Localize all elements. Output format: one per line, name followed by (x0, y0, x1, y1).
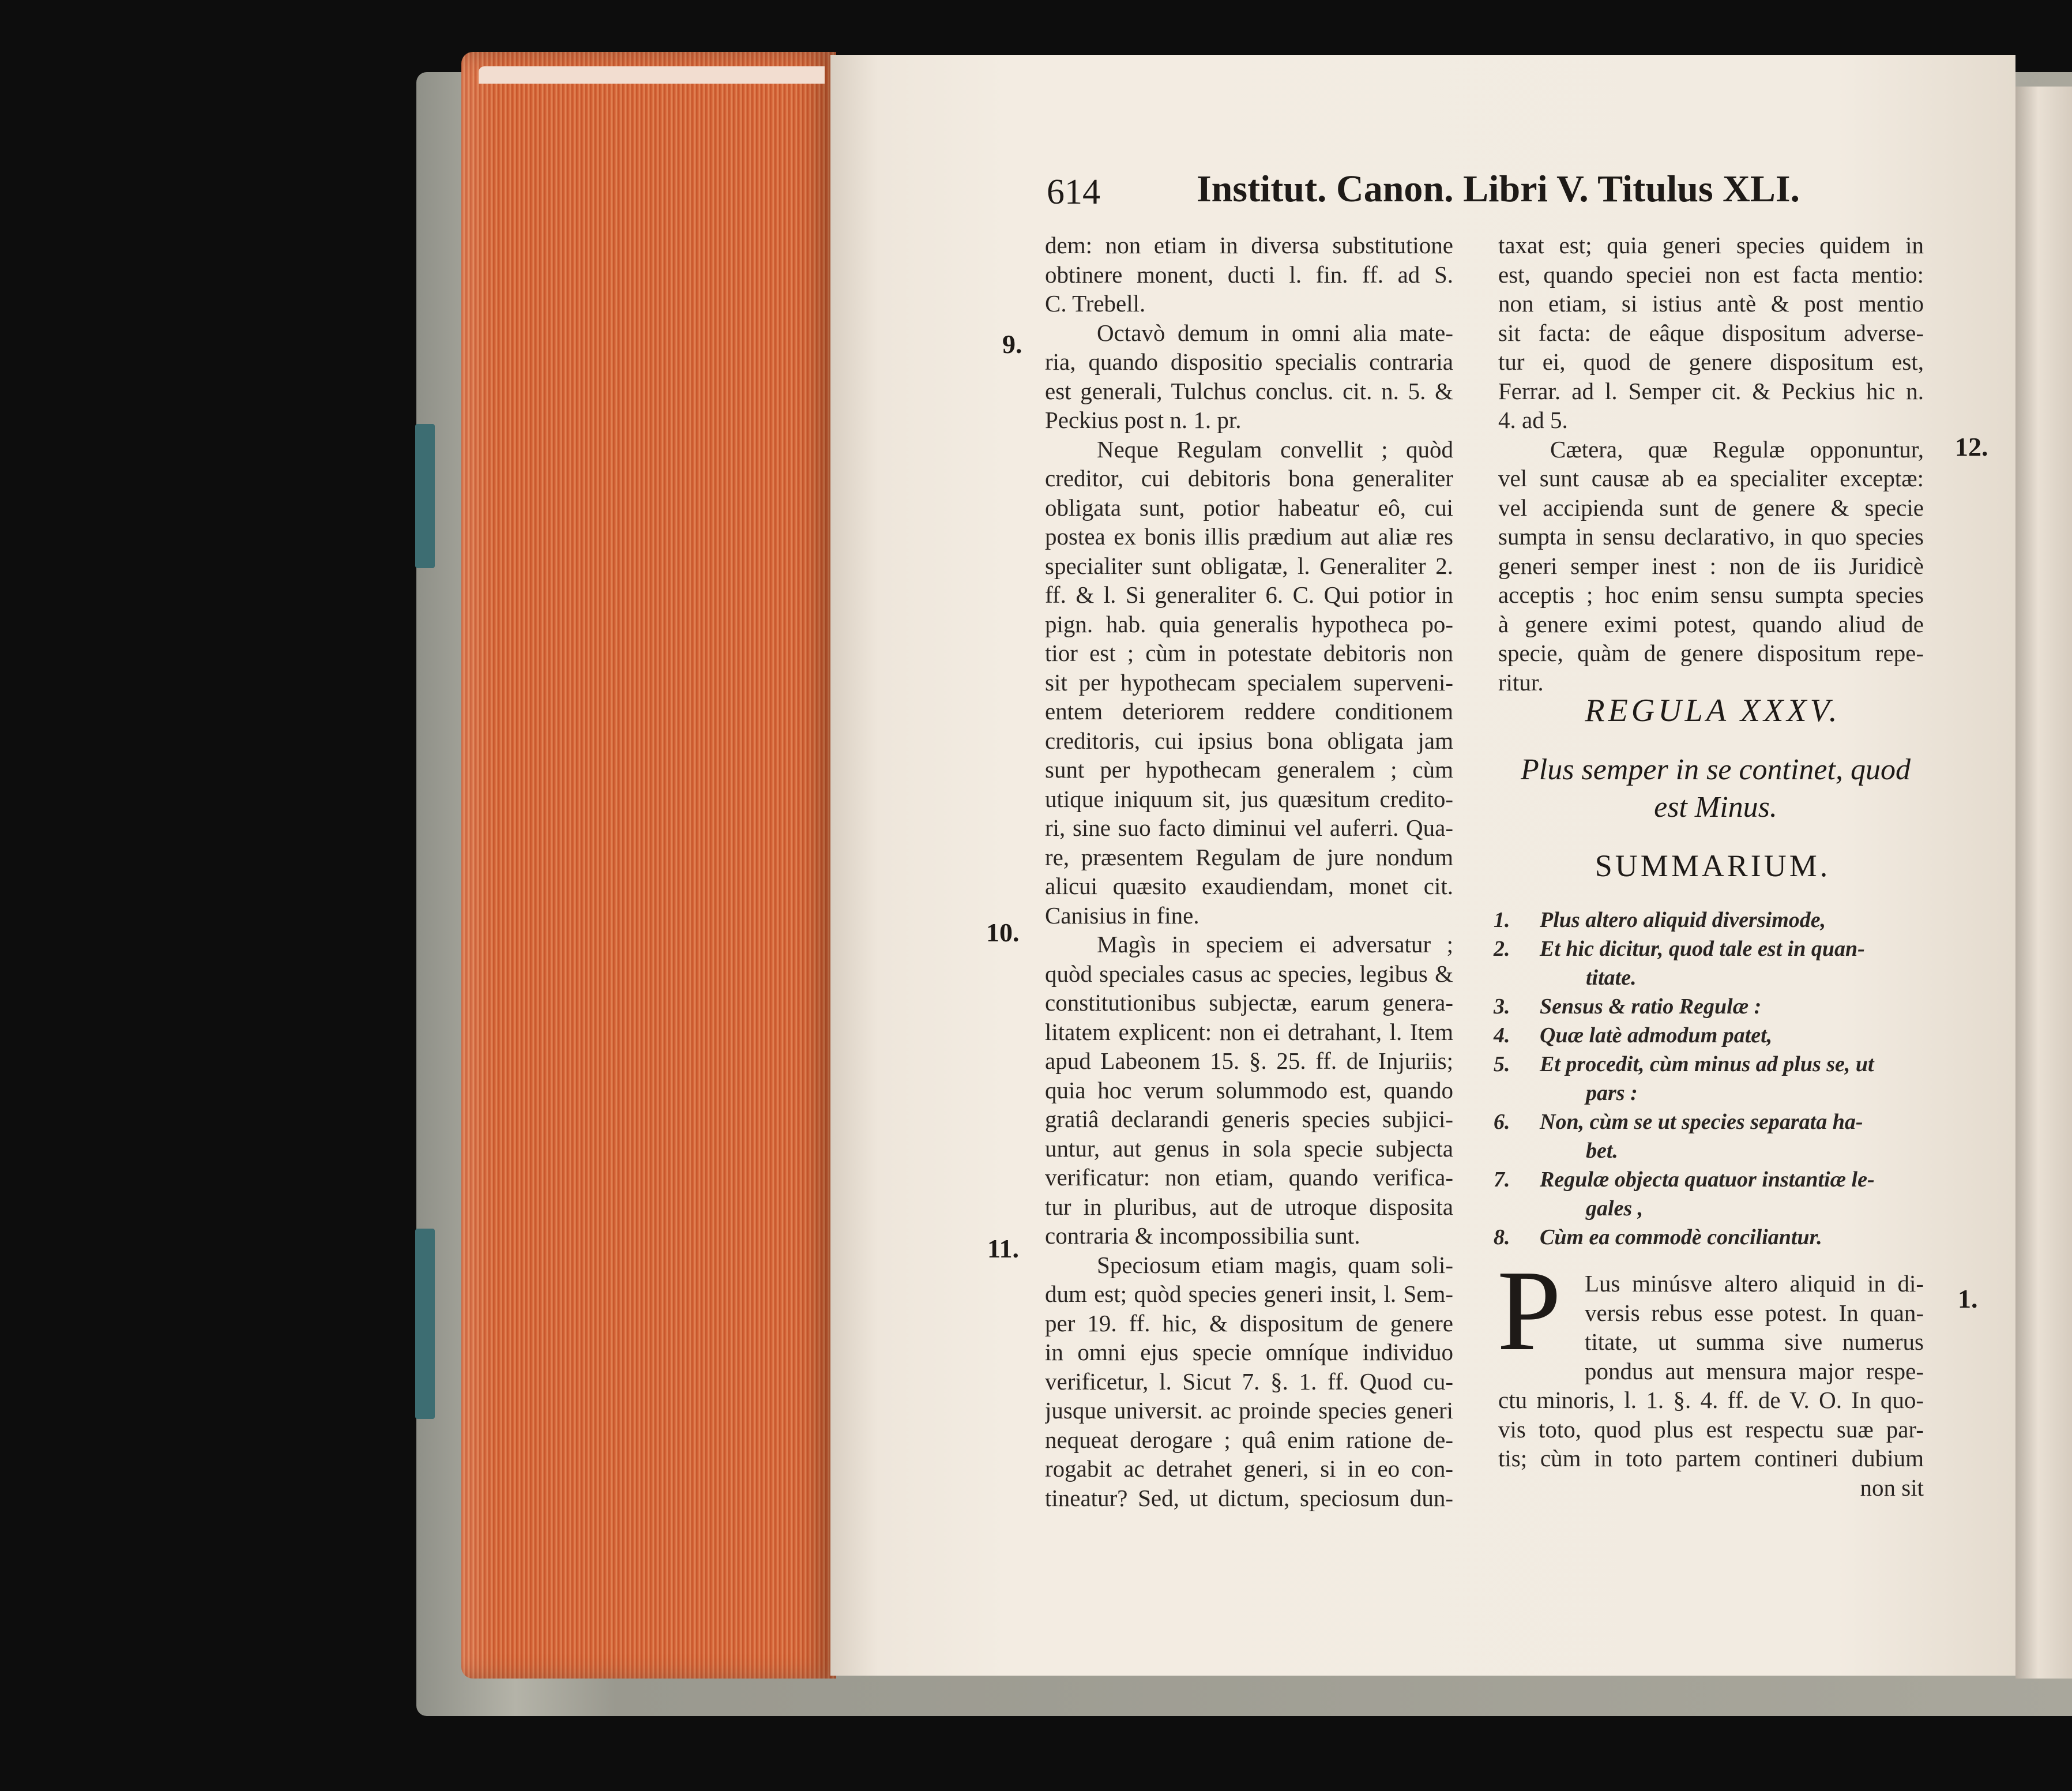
text-line: dum est; quòd species generi insit, l. Sem- (1045, 1281, 1453, 1307)
text-line: contraria & incompossibilia sunt. (1045, 1222, 1360, 1249)
text-line: per 19. ff. hic, & dispositum de genere (1045, 1309, 1453, 1336)
summary-text: Et hic dicitur, quod tale est in quan- (1540, 937, 1865, 961)
text-line: re, præsentem Regulam de jure nondum (1045, 843, 1453, 870)
text-line: pign. hab. quia generalis hypotheca po- (1045, 610, 1453, 637)
text-line: tur ei, quod de genere dispositum est, (1498, 348, 1924, 375)
ribbon-tab-lower (415, 1229, 435, 1419)
text-line: ff. & l. Si generaliter 6. C. Qui potior in (1045, 581, 1453, 608)
text-line: Octavò demum in omni alia mate- (1097, 319, 1453, 346)
text-line: non sit (1860, 1474, 1924, 1501)
text-line: verificetur, l. Sicut 7. §. 1. ff. Quod cu- (1045, 1368, 1453, 1395)
text-line: verificatur: non etiam, quando verifica- (1045, 1164, 1453, 1191)
left-text-column (1045, 231, 1453, 1512)
text-line: quia hoc verum solummodo est, quando (1045, 1076, 1453, 1103)
summary-number: 8. (1494, 1225, 1510, 1249)
text-line: utique iniquum sit, jus quæsitum credito- (1045, 785, 1453, 812)
text-line: generi semper inest : non de iis Juridicè (1498, 552, 1924, 579)
text-line: taxat est; quia generi species quidem in (1498, 232, 1924, 258)
summary-text-cont: titate. (1586, 966, 1637, 990)
text-line: sit per hypothecam specialem superveni- (1045, 669, 1453, 696)
summary-item (1494, 1165, 1932, 1223)
text-line: Speciosum etiam magis, quam soli- (1097, 1251, 1453, 1278)
rule-text-line: est Minus. (1654, 791, 1777, 824)
text-line: C. Trebell. (1045, 290, 1146, 317)
text-line: postea ex bonis illis prædium aut aliæ res (1045, 523, 1453, 550)
summary-item (1494, 1050, 1932, 1107)
text-line: nequeat derogare ; quâ enim ratione de- (1045, 1426, 1453, 1453)
page-edges-top (479, 66, 825, 84)
text-line: creditoris, cui ipsius bona obligata jam (1045, 727, 1453, 754)
text-line: Ferrar. ad l. Semper cit. & Peckius hic n. (1498, 377, 1924, 404)
text-line: ria, quando dispositio specialis contraria (1045, 348, 1453, 375)
rule-text-line: Plus semper in se continet, quod (1521, 753, 1911, 786)
text-line: Neque Regulam convellit ; quòd (1097, 435, 1453, 463)
text-line: sit facta: de eâque dispositum adverse- (1498, 319, 1924, 346)
text-line: sunt per hypothecam generalem ; cùm (1045, 756, 1453, 783)
text-line: in omni ejus specie omníque individuo (1045, 1339, 1453, 1365)
summary-number: 3. (1494, 994, 1510, 1019)
text-line: à genere eximi potest, quando aliud de (1498, 610, 1924, 637)
text-line: untur, aut genus in sola specie subjecta (1045, 1135, 1453, 1162)
summary-text-cont: bet. (1586, 1139, 1618, 1163)
text-line: non etiam, si istius antè & post mentio (1498, 290, 1924, 317)
summary-number: 4. (1494, 1023, 1510, 1047)
text-line: est generali, Tulchus conclus. cit. n. 5. & (1045, 377, 1453, 404)
summary-list (1494, 906, 1932, 1252)
text-line: tur in pluribus, aut de utroque disposita (1045, 1193, 1453, 1220)
text-line: ctu minoris, l. 1. §. 4. ff. de V. O. In quo- (1498, 1387, 1924, 1413)
summarium-heading: SUMMARIUM. (1595, 848, 1831, 883)
text-line: vis toto, quod plus est respectu suæ par- (1498, 1415, 1924, 1443)
regula-heading: REGULA XXXV. (1585, 693, 1841, 729)
summary-text: Et procedit, cùm minus ad plus se, ut (1540, 1052, 1874, 1076)
summary-number: 7. (1494, 1167, 1510, 1192)
text-line: Cætera, quæ Regulæ opponuntur, (1550, 435, 1924, 463)
text-line: vel accipienda sunt de genere & specie (1498, 494, 1924, 521)
text-line: obtinere monent, ducti l. fin. ff. ad S. (1045, 261, 1453, 288)
text-line: tior est ; cùm in potestate debitoris non (1045, 640, 1453, 666)
text-line: rogabit ac detrahet generi, si in eo con- (1045, 1455, 1453, 1482)
summary-item (1494, 906, 1932, 934)
text-line: vel sunt causæ ab ea specialiter exceptæ: (1498, 465, 1924, 491)
summary-number: 5. (1494, 1052, 1510, 1076)
text-line: est, quando speciei non est facta mentio: (1498, 261, 1924, 288)
summary-text-cont: gales , (1586, 1196, 1644, 1221)
margin-number: 10. (986, 918, 1020, 947)
ribbon-tab-upper (415, 424, 435, 568)
next-page-edge (2015, 87, 2072, 1679)
summary-item (1494, 1107, 1932, 1165)
text-line: Magìs in speciem ei adversatur ; (1097, 931, 1453, 958)
text-line: tineatur? Sed, ut dictum, speciosum dun- (1045, 1484, 1453, 1511)
text-line: obligata sunt, potior habeatur eô, cui (1045, 494, 1453, 521)
summary-number: 1. (1494, 908, 1510, 932)
summary-item (1494, 934, 1932, 992)
text-line: gratiâ declarandi generis species subjici- (1045, 1106, 1453, 1132)
margin-number: 12. (1955, 432, 1988, 461)
text-line: litatem explicent: non ei detrahant, l. Item (1045, 1018, 1453, 1045)
margin-number: 9. (1002, 329, 1022, 359)
summary-number: 2. (1494, 937, 1510, 961)
page-header (1047, 167, 1800, 219)
text-line: ri, sine suo facto diminui vel auferri. Qua- (1045, 814, 1453, 841)
summary-text: Regulæ objecta quatuor instantiæ le- (1540, 1167, 1875, 1192)
drop-cap: P (1497, 1247, 1562, 1375)
text-line: Peckius post n. 1. pr. (1045, 407, 1242, 433)
summary-text: Quæ latè admodum patet, (1540, 1023, 1773, 1047)
page-edges (461, 52, 836, 1679)
text-line: ritur. (1498, 669, 1544, 696)
summary-item (1494, 992, 1932, 1021)
text-line: sumpta in sensu declarativo, in quo species (1498, 523, 1924, 550)
text-line: constitutionibus subjectæ, earum genera- (1045, 989, 1453, 1016)
page-number: 614 (1047, 172, 1100, 212)
text-line: Canisius in fine. (1045, 902, 1199, 929)
text-line: creditor, cui debitoris bona generaliter (1045, 465, 1453, 491)
text-line: titate, ut summa sive numerus (1585, 1328, 1924, 1355)
text-line: versis rebus esse potest. In quan- (1585, 1299, 1924, 1326)
text-line: acceptis ; hoc enim sensu sumpta species (1498, 581, 1924, 608)
summary-number: 6. (1494, 1110, 1510, 1134)
text-line: tis; cùm in toto partem contineri dubium (1498, 1445, 1924, 1471)
text-line: 4. ad 5. (1498, 407, 1568, 433)
margin-number: 1. (1958, 1284, 1978, 1313)
text-line: pondus aut mensura major respe- (1585, 1357, 1924, 1384)
summary-text: Plus altero aliquid diversimode, (1540, 908, 1826, 932)
summary-text: Cùm ea commodè conciliantur. (1540, 1225, 1822, 1249)
text-line: Lus minúsve altero aliquid in di- (1585, 1270, 1924, 1297)
summary-text-cont: pars : (1586, 1081, 1638, 1105)
text-line: apud Labeonem 15. §. 25. ff. de Injuriis; (1045, 1047, 1453, 1074)
right-text-column (1498, 231, 1924, 697)
summary-item (1494, 1021, 1932, 1050)
text-line: entem deteriorem reddere conditionem (1045, 698, 1453, 724)
text-line: alicui quæsito exaudiendam, monet cit. (1045, 873, 1453, 899)
running-title: Institut. Canon. Libri V. Titulus XLI. (1197, 168, 1800, 210)
section-body (1498, 1269, 1924, 1502)
text-line: quòd speciales casus ac species, legibus & (1045, 960, 1453, 987)
text-line: dem: non etiam in diversa substitutione (1045, 232, 1453, 258)
text-line: jusque universit. ac proinde species generi (1045, 1397, 1453, 1424)
summary-text: Sensus & ratio Regulæ : (1540, 994, 1762, 1019)
text-line: specie, quàm de genere dispositum repe- (1498, 640, 1924, 666)
text-line: specialiter sunt obligatæ, l. Generaliter 2. (1045, 552, 1453, 579)
margin-number: 11. (987, 1234, 1019, 1263)
summary-text: Non, cùm se ut species separata ha- (1540, 1110, 1863, 1134)
